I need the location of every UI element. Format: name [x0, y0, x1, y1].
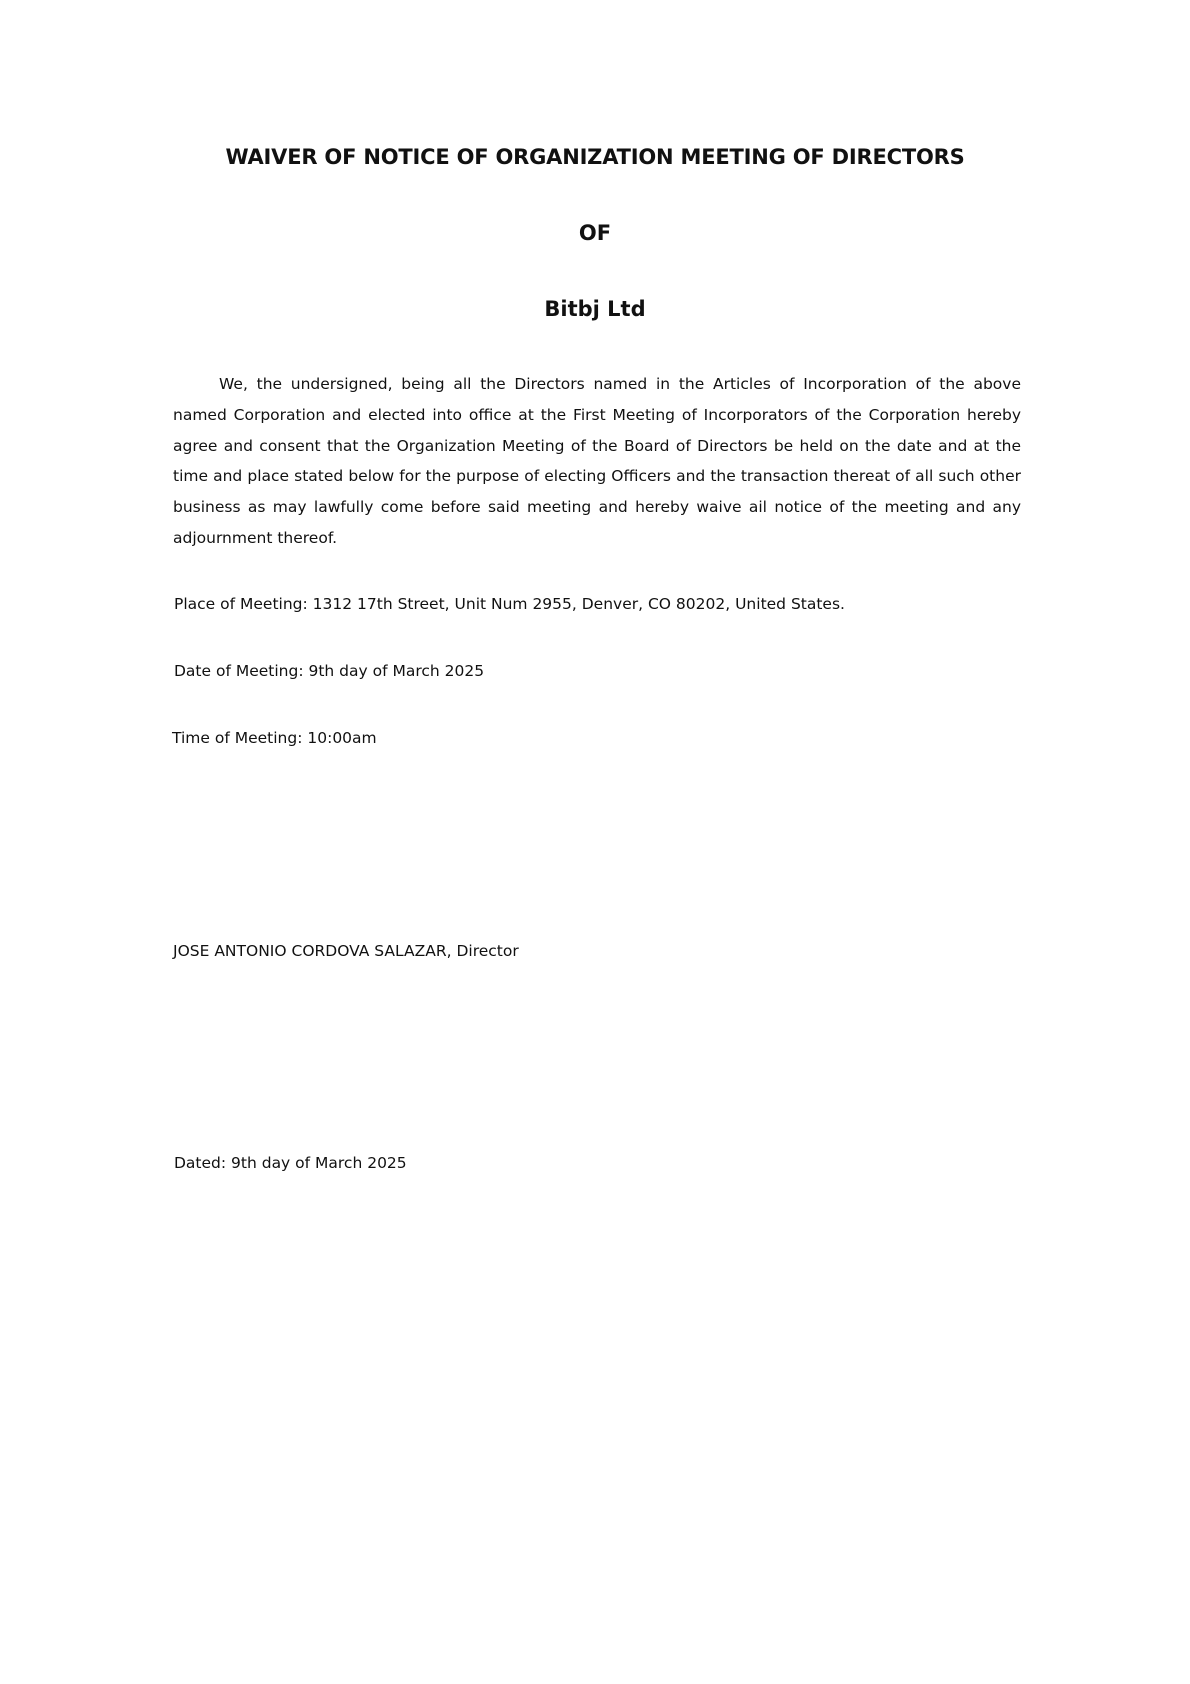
- director-signature-line: JOSE ANTONIO CORDOVA SALAZAR, Director: [173, 942, 519, 960]
- waiver-paragraph: We, the undersigned, being all the Directors named in the Articles of Incorporation of the above named Corporation and elected into office at the First Meeting of Incorporators of the Corporation hereby agree and consent that the Organization Meeting of the Board of Directors be held on the date and at the time and place stated below for the purpose of electing Officers and the transaction thereat of all such other business as may lawfully come before said meeting and hereby waive ail notice of the meeting and any adjournment thereof.: [173, 375, 1021, 547]
- date-of-meeting: Date of Meeting: 9th day of March 2025: [174, 662, 485, 680]
- of-label: OF: [578, 221, 612, 245]
- document-title: WAIVER OF NOTICE OF ORGANIZATION MEETING OF DIRECTORS: [225, 145, 965, 169]
- place-of-meeting: Place of Meeting: 1312 17th Street, Unit Num 2955, Denver, CO 80202, United States.: [174, 595, 845, 613]
- company-name: Bitbj Ltd: [544, 297, 646, 321]
- dated-line: Dated: 9th day of March 2025: [174, 1154, 407, 1172]
- time-of-meeting: Time of Meeting: 10:00am: [172, 729, 377, 747]
